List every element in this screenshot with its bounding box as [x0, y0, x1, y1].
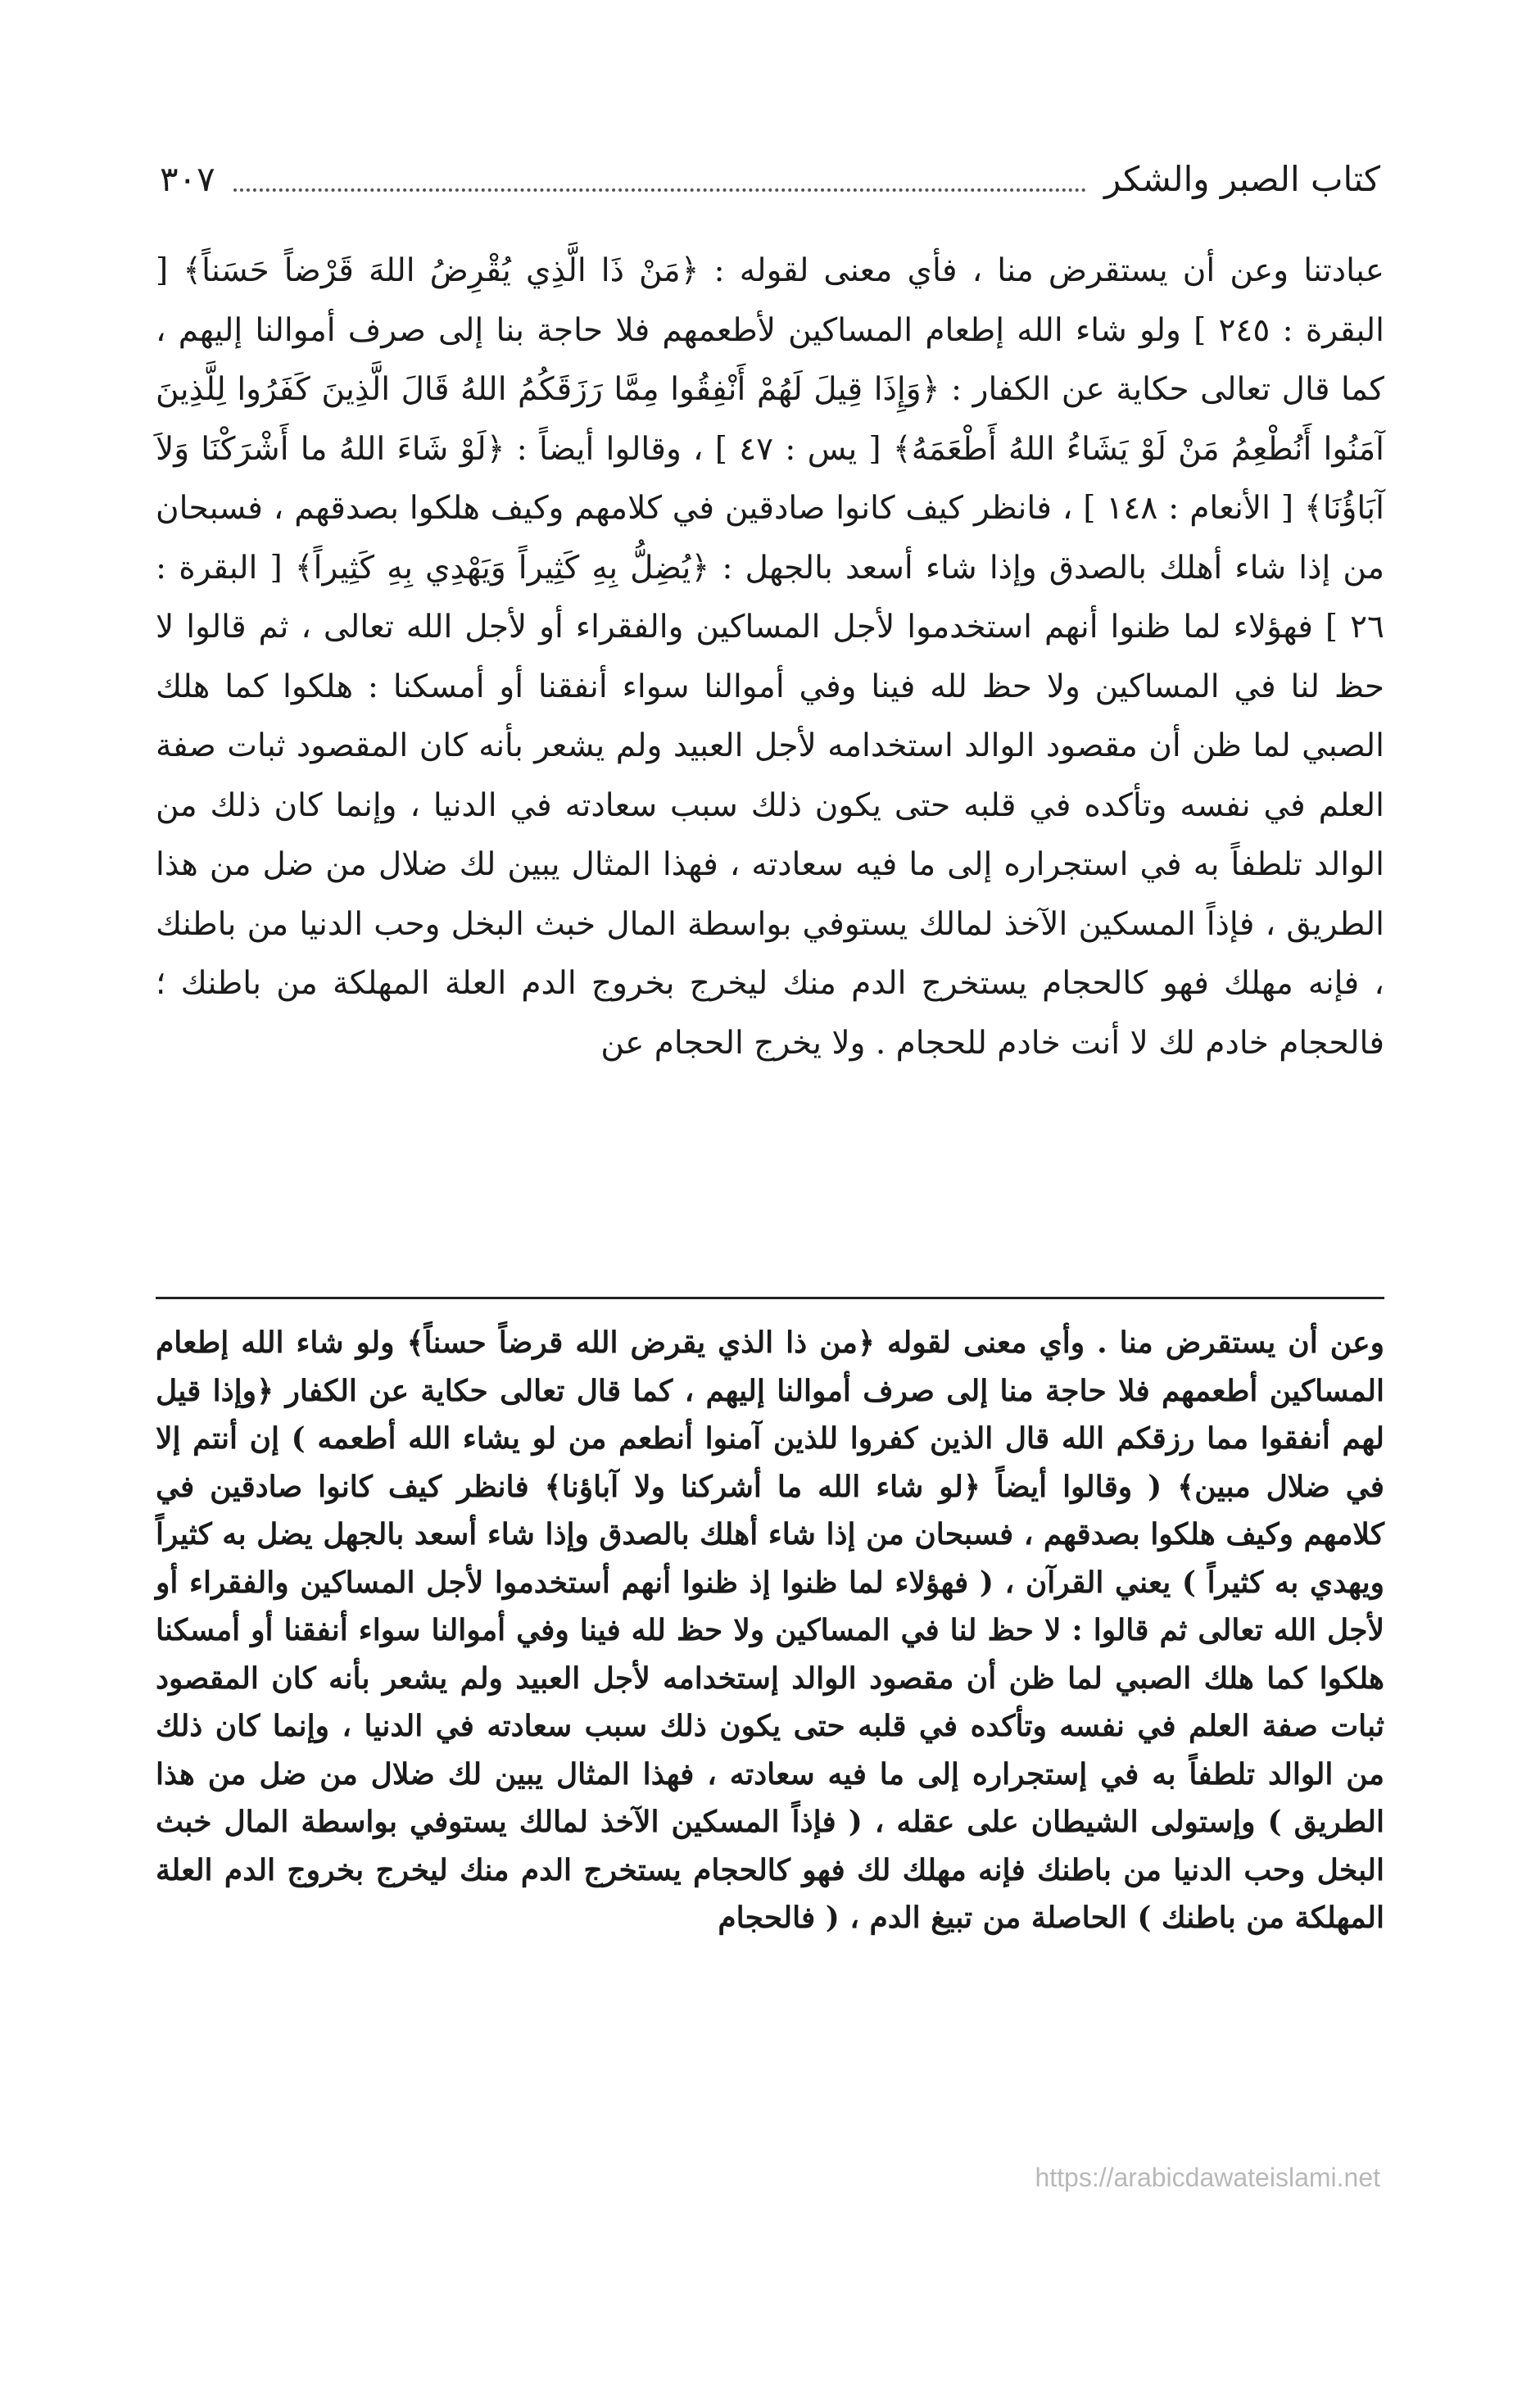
main-text-block — [156, 242, 1384, 1073]
dotted-leader — [233, 188, 1086, 192]
page-number: ٣٠٧ — [160, 159, 215, 199]
commentary-paragraph: وعن أن يستقرض منا . وأي معنى لقوله ﴿من ذا الذي يقرض الله قرضاً حسناً﴾ ولو شاء الله إطعام المساكين أطعمهم فلا حاجة منا إلى صرف أموالنا إليهم ، كما قال تعالى حكاية عن الكفار ﴿وإذا قيل لهم أنفقوا مما رزقكم الله قال الذين كفروا للذين آمنوا أنطعم من لو يشاء الله أطعمه ) إن أنتم إلا في ضلال مبين﴾ ( وقالوا أيضاً ﴿لو شاء الله ما أشركنا ولا آباؤنا﴾ فانظر كيف كانوا صادقين في كلامهم وكيف هلكوا بصدقهم ، فسبحان من إذا شاء أهلك بالصدق وإذا شاء أسعد بالجهل يضل به كثيراً ويهدي به كثيراً ) يعني القرآن ، ( فهؤلاء لما ظنوا إذ ظنوا أنهم أستخدموا لأجل المساكين والفقراء أو لأجل الله تعالى ثم قالوا : لا حظ لنا في المساكين ولا حظ لله فينا وفي أموالنا سواء أنفقنا أو أمسكنا هلكوا كما هلك الصبي لما ظن أن مقصود الوالد إستخدامه لأجل العبيد ولم يشعر بأنه كان المقصود ثبات صفة العلم في نفسه وتأكده في قلبه حتى يكون ذلك سبب سعادته في الدنيا ، وإنما كان ذلك من الوالد تلطفاً به في إستجراره إلى ما فيه سعادته ، فهذا المثال يبين لك ضلال من ضل من هذا الطريق ) وإستولى الشيطان على عقله ، ( فإذاً المسكين الآخذ لمالك يستوفي بواسطة المال خبث البخل وحب الدنيا من باطنك فإنه مهلك لك فهو كالحجام يستخرج الدم منك ليخرج بخروج الدم العلة المهلكة من باطنك ) الحاصلة من تبيغ الدم ، ( فالحجام — [156, 1325, 1384, 1935]
footnote-divider — [156, 1297, 1384, 1299]
page-header — [160, 139, 1380, 197]
source-watermark: https://arabicdawateislami.net — [1035, 2163, 1380, 2192]
main-text-paragraph: عبادتنا وعن أن يستقرض منا ، فأي معنى لقوله : ﴿مَنْ ذَا الَّذِي يُقْرِضُ اللهَ قَرْضاً حَسَناً﴾ [ البقرة : ٢٤٥ ] ولو شاء الله إطعام المساكين لأطعمهم فلا حاجة بنا إلى صرف أموالنا إليهم ، كما قال تعالى حكاية عن الكفار : ﴿وَإِذَا قِيلَ لَهُمْ أَنْفِقُوا مِمَّا رَزَقَكُمُ اللهُ قَالَ الَّذِينَ كَفَرُوا لِلَّذِينَ آمَنُوا أَنُطْعِمُ مَنْ لَوْ يَشَاءُ اللهُ أَطْعَمَهُ﴾ [ يس : ٤٧ ] ، وقالوا أيضاً : ﴿لَوْ شَاءَ اللهُ ما أَشْرَكْنَا وَلاَ آبَاؤُنَا﴾ [ الأنعام : ١٤٨ ] ، فانظر كيف كانوا صادقين في كلامهم وكيف هلكوا بصدقهم ، فسبحان من إذا شاء أهلك بالصدق وإذا شاء أسعد بالجهل : ﴿يُضِلُّ بِهِ كَثِيراً وَيَهْدِي بِهِ كَثِيراً﴾ [ البقرة : ٢٦ ] فهؤلاء لما ظنوا أنهم استخدموا لأجل المساكين والفقراء أو لأجل الله تعالى ، ثم قالوا لا حظ لنا في المساكين ولا حظ لله فينا وفي أموالنا سواء أنفقنا أو أمسكنا : هلكوا كما هلك الصبي لما ظن أن مقصود الوالد استخدامه لأجل العبيد ولم يشعر بأنه كان المقصود ثبات صفة العلم في نفسه وتأكده في قلبه حتى يكون ذلك سبب سعادته في الدنيا ، وإنما كان ذلك من الوالد تلطفاً به في استجراره إلى ما فيه سعادته ، فهذا المثال يبين لك ضلال من ضل من هذا الطريق ، فإذاً المسكين الآخذ لمالك يستوفي بواسطة المال خبث البخل وحب الدنيا من باطنك ، فإنه مهلك فهو كالحجام يستخرج الدم منك ليخرج بخروج الدم العلة المهلكة من باطنك ؛ فالحجام خادم لك لا أنت خادم للحجام . ولا يخرج الحجام عن — [156, 252, 1384, 1062]
running-title: كتاب الصبر والشكر — [1103, 159, 1380, 199]
commentary-block — [156, 1319, 1384, 1942]
